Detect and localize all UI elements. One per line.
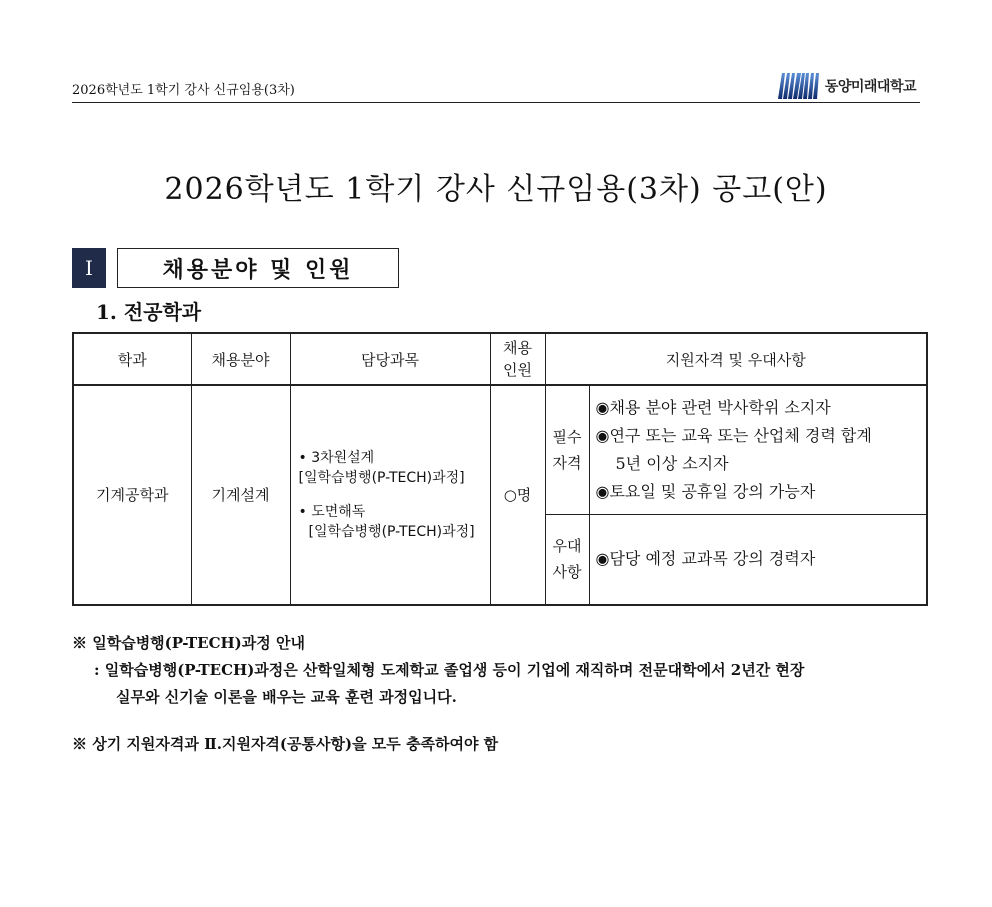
- count-cell: ○명: [490, 385, 545, 605]
- university-logo-icon: [778, 73, 820, 99]
- subject-note: [일학습병행(P-TECH)과정]: [298, 469, 465, 486]
- required-item-continued: 5년 이상 소지자: [615, 454, 729, 473]
- required-item: ◉연구 또는 교육 또는 산업체 경력 합계: [595, 426, 872, 445]
- section-number: I: [72, 248, 106, 288]
- header-count-line1: 채용: [503, 339, 532, 357]
- logo-text: 동양미래대학교: [824, 79, 916, 95]
- required-label: [545, 385, 589, 515]
- preferred-label-1: 우대: [552, 537, 582, 556]
- header-qualification: 지원자격 및 우대사항: [545, 333, 927, 385]
- header-field: 채용분야: [191, 333, 290, 385]
- note-1-line-1: : 일학습병행(P-TECH)과정은 산학일체형 도제학교 졸업생 등이 기업에 재직하며 전문대학에서 2년간 현장: [94, 661, 805, 679]
- subject-name: • 도면해독: [298, 503, 366, 520]
- preferred-item: ◉담당 예정 교과목 강의 경력자: [595, 549, 816, 569]
- subject-name: • 3차원설계: [298, 449, 375, 466]
- header-count: [490, 333, 545, 385]
- note-1-heading: ※ 일학습병행(P-TECH)과정 안내: [72, 634, 305, 652]
- header-dept: 학과: [73, 333, 191, 385]
- preferred-label: [545, 515, 589, 605]
- note-1-body: [72, 657, 922, 711]
- table-header-row: [73, 333, 927, 385]
- required-qualifications: [589, 385, 927, 515]
- header-count-line2: 인원: [503, 361, 532, 379]
- required-item: ◉토요일 및 공휴일 강의 가능자: [595, 482, 816, 501]
- university-logo: [778, 73, 916, 99]
- dept-cell: 기계공학과: [73, 385, 191, 605]
- header-subject: 담당과목: [290, 333, 490, 385]
- subject-cell: [290, 385, 490, 605]
- table-row: [73, 385, 927, 515]
- subject-item: [299, 502, 490, 542]
- preferred-qualifications: [589, 515, 927, 605]
- subheading: 1. 전공학과: [96, 300, 202, 324]
- note-1-line-2: 실무와 신기술 이론을 배우는 교육 훈련 과정입니다.: [116, 688, 457, 706]
- notes: [72, 630, 922, 758]
- required-item: ◉채용 분야 관련 박사학위 소지자: [595, 398, 831, 417]
- section-title: 채용분야 및 인원: [117, 248, 399, 288]
- required-label-2: 자격: [552, 454, 582, 472]
- field-cell: 기계설계: [191, 385, 290, 605]
- recruitment-table: [72, 332, 928, 606]
- header-label: 2026학년도 1학기 강사 신규임용(3차): [72, 83, 295, 98]
- subject-note: [일학습병행(P-TECH)과정]: [308, 523, 475, 540]
- page-header: [72, 70, 920, 103]
- required-label-1: 필수: [552, 428, 582, 446]
- subject-item: [299, 448, 490, 488]
- page-title: 2026학년도 1학기 강사 신규임용(3차) 공고(안): [164, 172, 828, 207]
- note-2: ※ 상기 지원자격과 Ⅱ.지원자격(공통사항)을 모두 충족하여야 함: [72, 735, 499, 753]
- preferred-label-2: 사항: [552, 563, 582, 582]
